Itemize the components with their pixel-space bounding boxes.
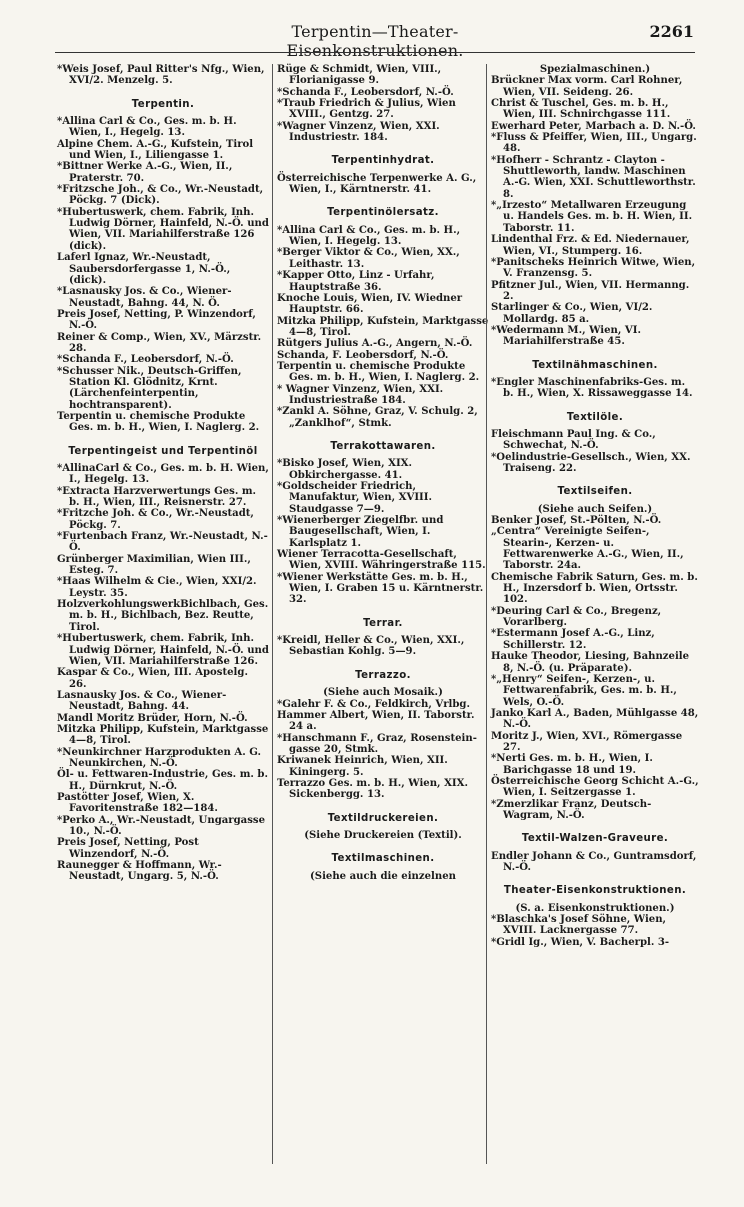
section-heading: Textilöle.: [566, 411, 624, 423]
directory-entry: *Schanda F., Leobersdorf, N.-Ö.: [57, 354, 234, 366]
directory-entry: Pastötter Josef, Wien, X. Favoritenstraße 182—184.: [57, 791, 218, 815]
section-heading: Terpentingeist und Terpentinöl: [68, 445, 258, 457]
directory-entry: Preis Josef, Netting, P. Winzendorf, N.-Ö.: [57, 308, 256, 332]
directory-entry: Pfitzner Jul., Wien, VII. Hermanng. 2.: [491, 279, 690, 302]
directory-entry: Raunegger & Hoffmann, Wr.-Neustadt, Ungarg. 5, N.-Ö.: [57, 860, 222, 883]
directory-entry: Benker Josef, St.-Pölten, N.-Ö.: [491, 515, 662, 527]
section-heading: Terrar.: [363, 617, 403, 629]
directory-entry: *„Henry“ Seifen-, Kerzen-, u. Fettwarenfabrik, Ges. m. b. H., Wels, O.-Ö.: [491, 673, 677, 708]
directory-entry: Terrazzo Ges. m. b. H., Wien, XIX. Sickenbergg. 13.: [277, 777, 468, 801]
cross-reference-note: (Siehe auch Seifen.): [537, 503, 653, 515]
directory-entry: Rütgers Julius A.-G., Angern, N.-Ö.: [277, 338, 473, 350]
directory-entry: Grünberger Maximilian, Wien III., Esteg. 7.: [57, 553, 251, 577]
directory-entry: Öl- u. Fettwaren-Industrie, Ges. m. b. H., Dürnkrut, N.-Ö.: [57, 769, 268, 792]
directory-entry: *Blaschka's Josef Söhne, Wien, XVIII. Lacknergasse 77.: [491, 914, 667, 937]
directory-entry: *Traub Friedrich & Julius, Wien XVIII., Gentzg. 27.: [277, 98, 456, 121]
directory-entry: *Kapper Otto, Linz - Urfahr, Hauptstraße 36.: [277, 270, 435, 293]
directory-entry: Mitzka Philipp, Kufstein, Marktgasse 4—8, Tirol.: [277, 315, 489, 338]
directory-entry: *Nerti Ges. m. b. H., Wien, I. Barichgasse 18 und 19.: [491, 753, 653, 776]
directory-entry: *Wienerberger Ziegelfbr. und Baugesellschaft, Wien, I. Karlsplatz 1.: [277, 515, 444, 549]
directory-entry: Starlinger & Co., Wien, VI/2. Mollardg. 85 a.: [491, 302, 653, 325]
section-heading: Terpentin.: [131, 98, 195, 110]
directory-entry: Ewerhard Peter, Marbach a. D. N.-Ö.: [491, 120, 696, 132]
directory-entry: Laferl Ignaz, Wr.-Neustadt, Saubersdorfergasse 1, N.-Ö., (dick).: [57, 252, 231, 286]
section-heading: Textildruckereien.: [327, 812, 439, 824]
directory-entry: Lindenthal Frz. & Ed. Niedernauer, Wien, VI., Stumperg. 16.: [491, 234, 690, 257]
directory-entry: *Bittner Werke A.-G., Wien, II., Praterstr. 70.: [57, 161, 233, 184]
directory-entry: *Berger Viktor & Co., Wien, XX., Leithastr. 13.: [277, 247, 460, 270]
directory-entry: *Wiener Werkstätte Ges. m. b. H., Wien, I. Graben 15 u. Kärntnerstr. 32.: [277, 571, 484, 606]
directory-entry: *Schanda F., Leobersdorf, N.-Ö.: [277, 86, 454, 98]
directory-entry: *Perko A., Wr.-Neustadt, Ungargasse 10., N.-Ö.: [57, 814, 265, 837]
cross-reference-note: Spezialmaschinen.): [539, 64, 651, 75]
directory-entry: *Extracta Harzverwertungs Ges. m. b. H., Wien, III., Reisnerstr. 27.: [57, 485, 257, 509]
section-heading: Terpentinölersatz.: [327, 207, 439, 219]
directory-entry: Preis Josef, Netting, Post Winzendorf, N.-Ö.: [57, 837, 199, 860]
column-middle: [272, 64, 489, 1164]
directory-entry: *Engler Maschinenfabriks-Ges. m. b. H., Wien, X. Rissaweggasse 14.: [491, 376, 693, 400]
directory-entry: *Fritzche Joh. & Co., Wr.-Neustadt, Pöckg. 7.: [57, 508, 254, 531]
directory-entry: Wiener Terracotta-Gesellschaft, Wien, XVIII. Währingerstraße 115.: [277, 549, 486, 572]
directory-entry: *Allina Carl & Co., Ges. m. b. H., Wien, I. Hegelg. 13.: [277, 224, 461, 248]
directory-entry: Endler Johann & Co., Guntramsdorf, N.-Ö.: [491, 850, 697, 873]
section-heading: Textil-Walzen-Graveure.: [521, 833, 669, 845]
directory-entry: *Fluss & Pfeiffer, Wien, III., Ungarg. 48.: [491, 132, 697, 155]
directory-entry: *Schusser Nik., Deutsch-Griffen, Station Kl. Glödnitz, Krnt. (Lärchenfeinterpentin, hochtransparent).: [57, 365, 242, 411]
directory-entry: *Hubertuswerk, chem. Fabrik, Inh. Ludwig Dörner, Hainfeld, N.-Ö. und Wien, VII. Mariahilferstraße 126 (dick).: [57, 206, 269, 252]
cross-reference-note: (Siehe auch Mosaik.): [323, 687, 443, 699]
page-number: 2261: [649, 22, 694, 41]
directory-entry: *Haas Wilhelm & Cie., Wien, XXI/2. Leystr. 35.: [57, 576, 257, 599]
directory-entry: *Zankl A. Söhne, Graz, V. Schulg. 2, „Zanklhof“, Stmk.: [277, 406, 478, 429]
running-title: Terpentin—Theater-Eisenkonstruktionen.: [286, 22, 464, 60]
directory-entry: Hauke Theodor, Liesing, Bahnzeile 8, N.-Ö. (u. Präparate).: [491, 651, 690, 674]
directory-entry: Reiner & Comp., Wien, XV., Märzstr. 28.: [57, 331, 262, 354]
directory-entry: HolzverkohlungswerkBichlbach, Ges. m. b. H., Bichlbach, Bez. Reutte, Tirol.: [57, 599, 269, 633]
directory-entry: Mitzka Philipp, Kufstein, Marktgasse 4—8, Tirol.: [57, 723, 269, 747]
directory-entry: Terpentin u. chemische Produkte Ges. m. b. H., Wien, I. Naglerg. 2.: [277, 360, 480, 384]
page-header: [0, 22, 744, 60]
directory-entry: *Fritzsche Joh., & Co., Wr.-Neustadt, Pöckg. 7 (Dick).: [57, 184, 264, 207]
directory-entry: Fleischmann Paul Ing. & Co., Schwechat, N.-Ö.: [491, 428, 656, 452]
cross-reference-note: (Siehe auch die einzelnen: [310, 870, 456, 882]
directory-entry: Moritz J., Wien, XVI., Römergasse 27.: [491, 730, 683, 753]
directory-entry: *„Irzesto“ Metallwaren Erzeugung u. Handels Ges. m. b. H. Wien, II. Taborstr. 11.: [491, 200, 693, 234]
directory-entry: Hammer Albert, Wien, II. Taborstr. 24 a.: [277, 709, 475, 733]
section-heading: Textilnähmaschinen.: [532, 359, 658, 371]
directory-entry: Schanda, F. Leobersdorf, N.-Ö.: [277, 349, 449, 361]
directory-entry: Kriwanek Heinrich, Wien, XII. Kiningerg. 5.: [277, 755, 448, 778]
directory-entry: Österreichische Terpenwerke A. G., Wien, I., Kärntnerstr. 41.: [277, 172, 477, 196]
directory-entry: *Goldscheider Friedrich, Manufaktur, Wien, XVIII. Staudgasse 7—9.: [277, 481, 433, 515]
directory-entry: *Weis Josef, Paul Ritter's Nfg., Wien, XVI/2. Menzelg. 5.: [57, 64, 265, 87]
directory-entry: *Allina Carl & Co., Ges. m. b. H. Wien, I., Hegelg. 13.: [57, 116, 237, 139]
directory-entry: *Oelindustrie-Gesellsch., Wien, XX. Traiseng. 22.: [491, 451, 691, 474]
directory-entry: *Hofherr - Schrantz - Clayton - Shuttleworth, landw. Maschinen A.-G. Wien, XXI. Schuttleworthstr. 8.: [491, 154, 696, 200]
directory-entry: Janko Karl A., Baden, Mühlgasse 48, N.-Ö.: [491, 707, 699, 731]
column-right: [486, 64, 699, 1164]
cross-reference-note: (S. a. Eisenkonstruktionen.): [515, 902, 675, 914]
directory-entry: *Neunkirchner Harzprodukten A. G. Neunkirchen, N.-Ö.: [57, 746, 262, 769]
directory-entry: * Wagner Vinzenz, Wien, XXI. Industriestraße 184.: [277, 383, 444, 406]
directory-entry: *AllinaCarl & Co., Ges. m. b. H. Wien, I., Hegelg. 13.: [57, 463, 269, 486]
section-heading: Terrazzo.: [355, 669, 411, 681]
directory-entry: Terpentin u. chemische Produkte Ges. m. b. H., Wien, I. Naglerg. 2.: [57, 410, 260, 434]
directory-entry: Knoche Louis, Wien, IV. Wiedner Hauptstr. 66.: [277, 292, 463, 316]
directory-entry: *Galehr F. & Co., Feldkirch, Vrlbg.: [277, 698, 471, 710]
column-left: [57, 64, 269, 883]
section-heading: Terrakottawaren.: [330, 440, 436, 452]
directory-entry: *Hanschmann F., Graz, Rosensteingasse 20, Stmk.: [277, 732, 477, 755]
directory-entry: *Gridl Ig., Wien, V. Bacherpl. 3-: [491, 936, 670, 948]
directory-entry: Brückner Max vorm. Carl Rohner, Wien, VII. Seideng. 26.: [491, 75, 683, 98]
directory-entry: Kaspar & Co., Wien, III. Apostelg. 26.: [57, 667, 248, 690]
cross-reference-note: (Siehe Druckereien (Textil).: [304, 829, 462, 841]
header-rule: [55, 52, 695, 53]
directory-entry: Lasnausky Jos. & Co., Wiener-Neustadt, Bahng. 44.: [57, 689, 227, 713]
directory-entry: „Centra“ Vereinigte Seifen-, Stearin-, Kerzen- u. Fettwarenwerke A.-G., Wien, II., Taborstr. 24a.: [491, 526, 684, 572]
directory-entry: *Lasnausky Jos. & Co., Wiener-Neustadt, Bahng. 44, N. Ö.: [57, 286, 232, 309]
directory-entry: *Bisko Josef, Wien, XIX. Obkirchergasse. 41.: [277, 458, 413, 481]
directory-entry: *Zmerzlikar Franz, Deutsch-Wagram, N.-Ö.: [491, 798, 652, 821]
directory-entry: *Hubertuswerk, chem. Fabrik, Inh. Ludwig Dörner, Hainfeld, N.-Ö. und Wien, VII. Mariahilferstraße 126.: [57, 633, 269, 667]
section-heading: Textilmaschinen.: [331, 853, 435, 865]
section-heading: Textilseifen.: [557, 486, 633, 498]
directory-entry: *Wagner Vinzenz, Wien, XXI. Industriestr. 184.: [277, 120, 440, 144]
directory-entry: Chemische Fabrik Saturn, Ges. m. b. H., Inzersdorf b. Wien, Ortsstr. 102.: [491, 571, 698, 606]
directory-entry: *Deuring Carl & Co., Bregenz, Vorarlberg.: [491, 605, 662, 629]
directory-entry: Alpine Chem. A.-G., Kufstein, Tirol und Wien, I., Liliengasse 1.: [57, 138, 254, 162]
section-heading: Theater-Eisenkonstruktionen.: [503, 885, 687, 897]
directory-entry: Rüge & Schmidt, Wien, VIII., Florianigasse 9.: [277, 64, 442, 87]
directory-entry: Österreichische Georg Schicht A.-G., Wien, I. Seitzergasse 1.: [491, 775, 699, 799]
directory-entry: Christ & Tuschel, Ges. m. b. H., Wien, III. Schnirchgasse 111.: [491, 98, 671, 121]
section-heading: Terpentinhydrat.: [331, 155, 435, 167]
directory-entry: Mandl Moritz Brüder, Horn, N.-Ö.: [57, 712, 248, 724]
directory-entry: *Wedermann M., Wien, VI. Mariahilferstraße 45.: [491, 324, 641, 348]
directory-entry: *Panitscheks Heinrich Witwe, Wien, V. Franzensg. 5.: [491, 256, 696, 280]
directory-entry: *Estermann Josef A.-G., Linz, Schillerstr. 12.: [491, 628, 655, 651]
directory-entry: *Kreidl, Heller & Co., Wien, XXI., Sebastian Kohlg. 5—9.: [277, 635, 465, 658]
directory-entry: *Furtenbach Franz, Wr.-Neustadt, N.-Ö.: [57, 531, 268, 554]
